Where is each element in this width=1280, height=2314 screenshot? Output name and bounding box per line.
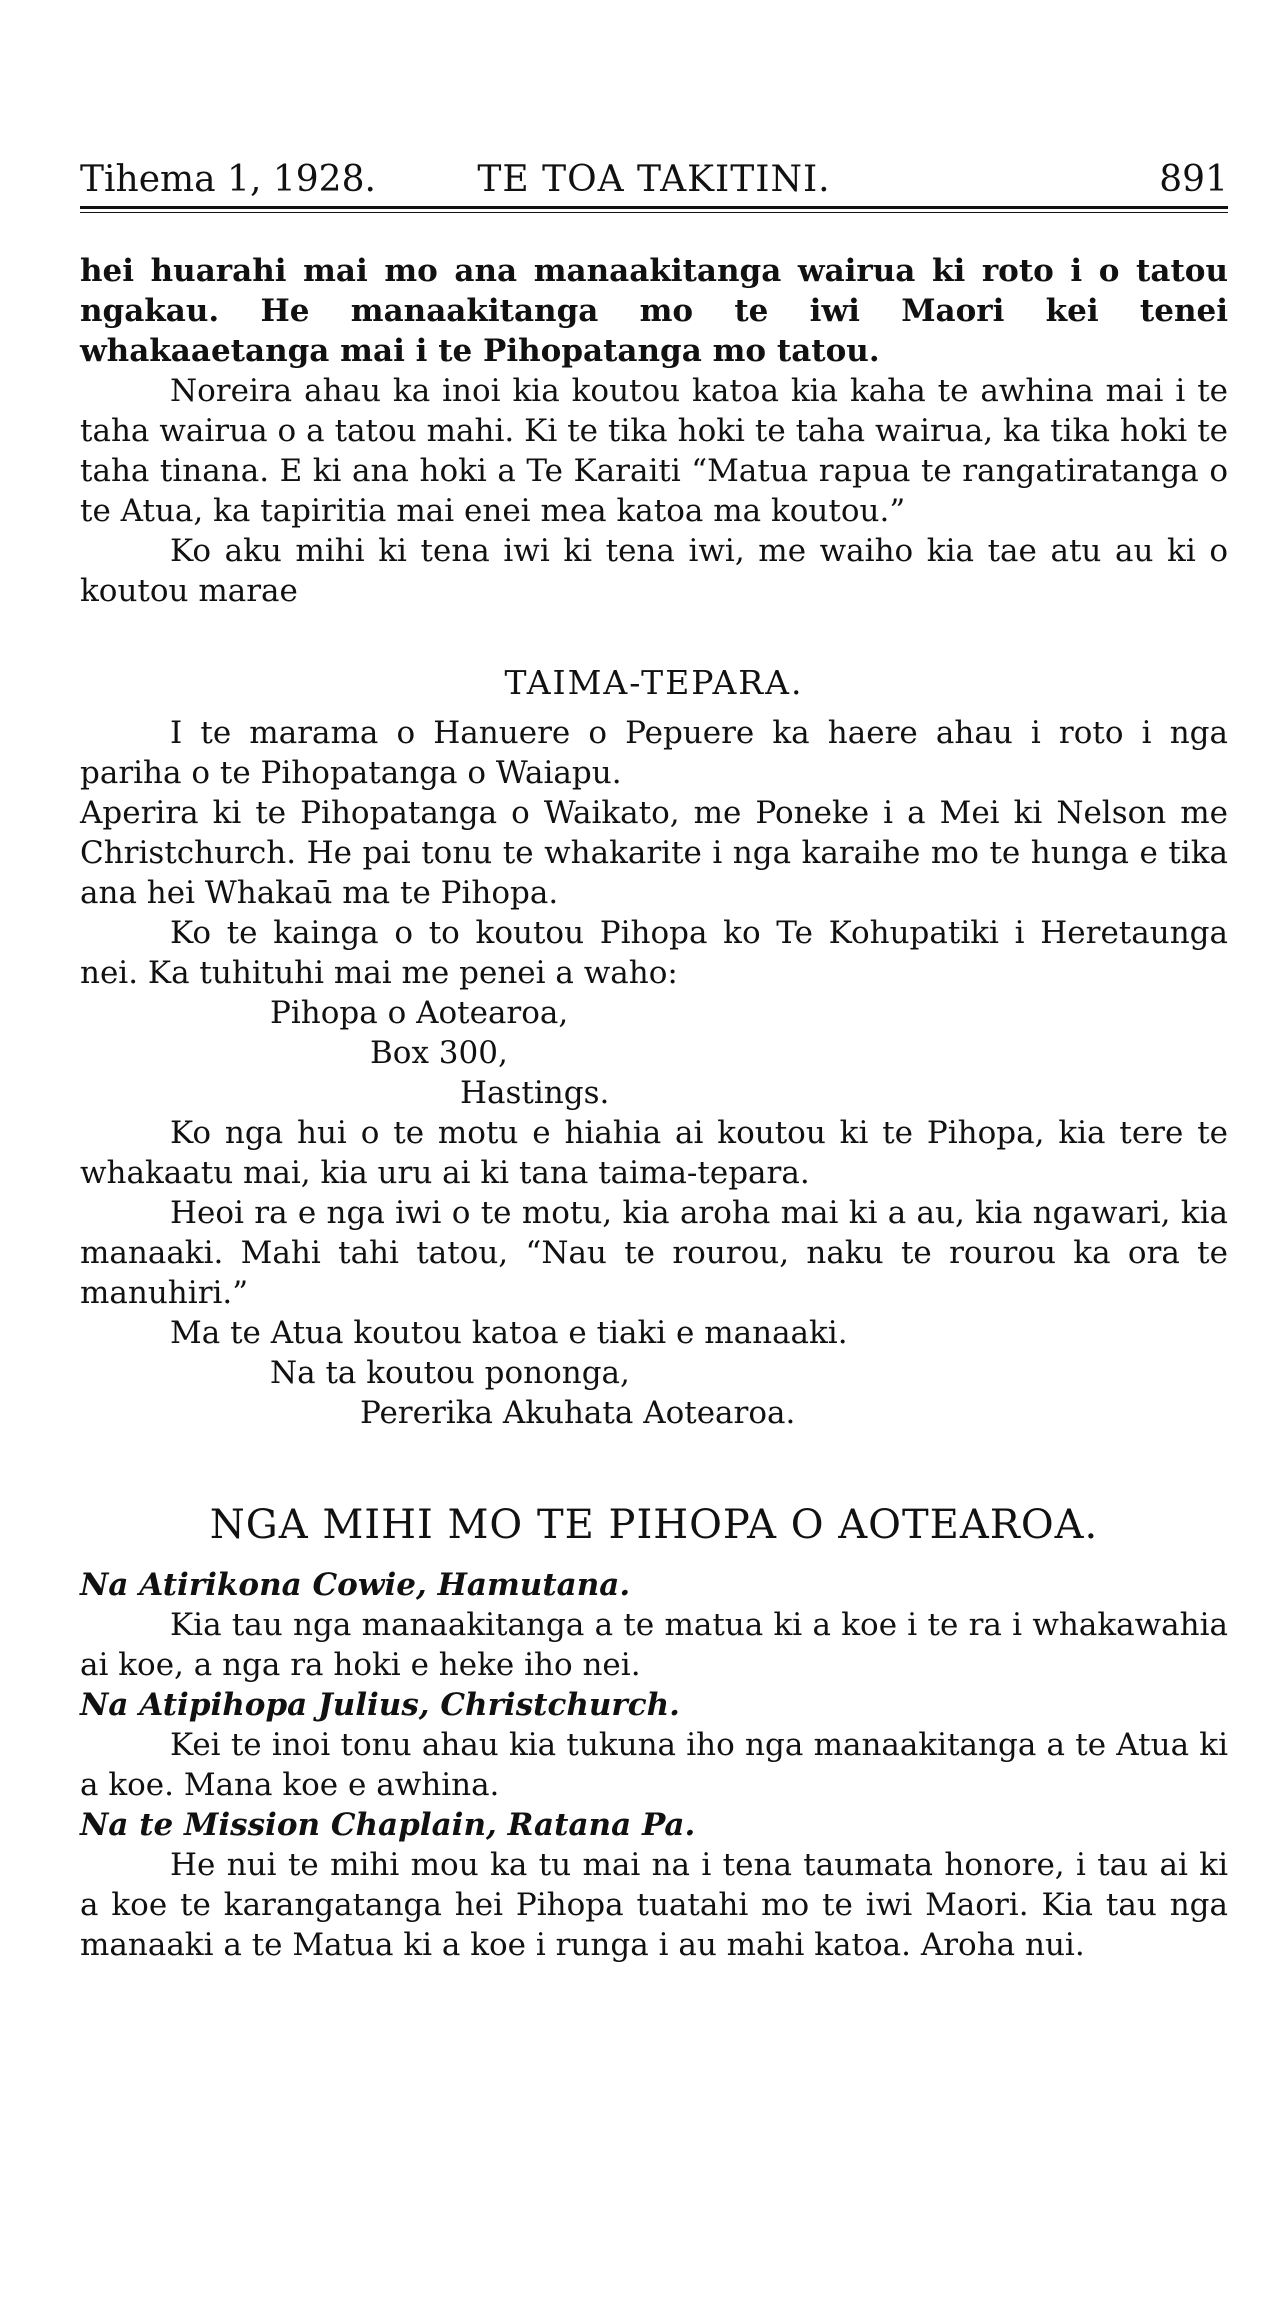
paragraph: Aperira ki te Pihopatanga o Waikato, me Poneke i a Mei ki Nelson me Christchurch. He pai tonu te whakarite i nga karaihe mo te hunga e tika ana hei Whakaū ma te Pihopa. [80,795,1228,911]
section-heading-nga-mihi: NGA MIHI MO TE PIHOPA O AOTEAROA. [209,1502,1099,1548]
section-heading-taima-tepara: TAIMA-TEPARA. [504,663,804,702]
closing-line: Na ta koutou pononga, [270,1355,630,1391]
closing-signature [80,1313,1228,1433]
greeting-sender: Na Atirikona Cowie, Hamutana. [80,1567,631,1603]
signature-name: Pererika Akuhata Aotearoa. [360,1395,796,1431]
running-header [80,160,1228,204]
address-line: Pihopa o Aotearoa, [270,995,569,1031]
paragraph: Ko nga hui o te motu e hiahia ai koutou ki te Pihopa, kia tere te whakaatu mai, kia uru ai ki tana taima-tepara. [80,1115,1228,1191]
paragraph: I te marama o Hanuere o Pepuere ka haere ahau i roto i nga pariha o te Pihopatanga o Waiapu. [80,715,1228,791]
address-line: Box 300, [370,1035,508,1071]
header-rule-thin [80,212,1228,213]
greeting-text: He nui te mihi mou ka tu mai na i tena taumata honore, i tau ai ki a koe te karangatanga hei Pihopa tuatahi mo te iwi Maori. Kia tau nga manaaki a te Matua ki a koe i runga i au mahi katoa. Aroha nui. [80,1847,1228,1963]
paragraph-continued: hei huarahi mai mo ana manaakitanga wairua ki roto i o tatou ngakau. He manaakitanga mo te iwi Maori kei tenei whakaaetanga mai i te Pihopatanga mo tatou. [80,253,1228,369]
header-rule-thick [80,206,1228,209]
greeting-text: Kia tau nga manaakitanga a te matua ki a koe i te ra i whakawahia ai koe, a nga ra hoki e heke iho nei. [80,1607,1228,1683]
paragraph: Heoi ra e nga iwi o te motu, kia aroha mai ki a au, kia ngawari, kia manaaki. Mahi tahi tatou, “Nau te rourou, naku te rourou ka ora te manuhiri.” [80,1195,1228,1311]
document-page [80,160,1228,1965]
greeting-text: Kei te inoi tonu ahau kia tukuna iho nga manaakitanga a te Atua ki a koe. Mana koe e awhina. [80,1727,1228,1803]
postal-address [80,993,1228,1113]
paragraph: Ko te kainga o to koutou Pihopa ko Te Kohupatiki i Heretaunga nei. Ka tuhituhi mai me penei a waho: [80,915,1228,991]
greeting-sender: Na te Mission Chaplain, Ratana Pa. [80,1807,696,1843]
header-date: Tihema 1, 1928. [80,159,376,200]
journal-title: TE TOA TAKITINI. [477,159,831,200]
paragraph: Noreira ahau ka inoi kia koutou katoa kia kaha te awhina mai i te taha wairua o a tatou mahi. Ki te tika hoki te taha wairua, ka tika hoki te taha tinana. E ki ana hoki a Te Karaiti “Matua rapua te rangatiratanga o te Atua, ka tapiritia mai enei mea katoa ma koutou.” [80,373,1228,529]
greeting-entry [80,1685,1228,1805]
article-body [80,251,1228,1965]
page-number: 891 [1159,159,1228,200]
address-line: Hastings. [460,1075,610,1111]
paragraph: Ko aku mihi ki tena iwi ki tena iwi, me waiho kia tae atu au ki o koutou marae [80,533,1228,609]
greeting-entry [80,1805,1228,1965]
greeting-sender: Na Atipihopa Julius, Christchurch. [80,1687,680,1723]
closing-line: Ma te Atua koutou katoa e tiaki e manaaki. [170,1315,848,1351]
greeting-entry [80,1565,1228,1685]
